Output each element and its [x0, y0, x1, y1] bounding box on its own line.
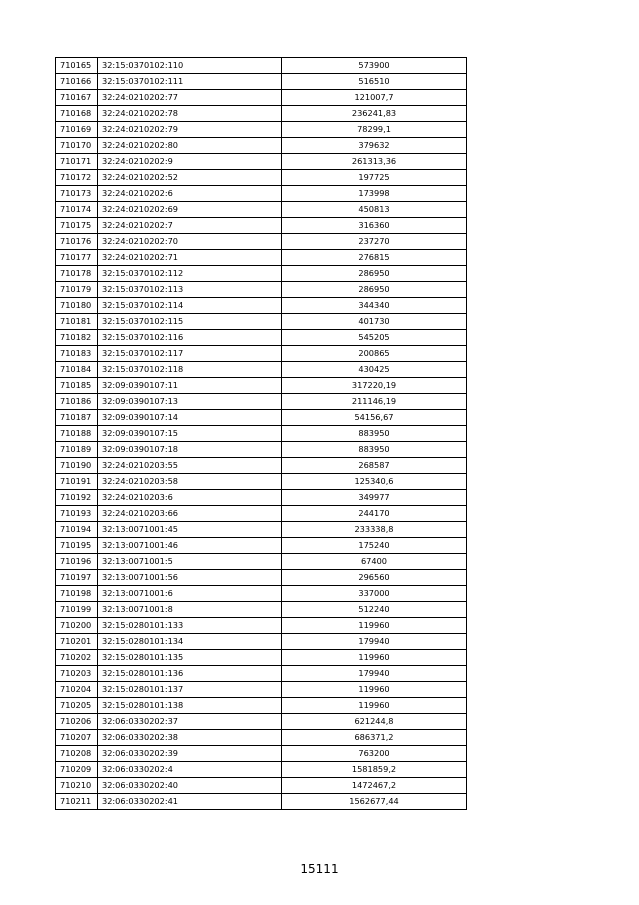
table-row [56, 506, 467, 522]
value-cell: 119960 [282, 698, 467, 714]
value-cell: 179940 [282, 666, 467, 682]
value-cell: 78299,1 [282, 122, 467, 138]
table-row [56, 138, 467, 154]
value-cell: 296560 [282, 570, 467, 586]
table-row [56, 426, 467, 442]
row-id-cell: 710167 [56, 90, 98, 106]
value-cell: 316360 [282, 218, 467, 234]
row-id-cell: 710209 [56, 762, 98, 778]
cadastral-number-cell: 32:13:0071001:56 [98, 570, 282, 586]
cadastral-number-cell: 32:24:0210202:77 [98, 90, 282, 106]
table-row [56, 618, 467, 634]
cadastral-number-cell: 32:15:0370102:115 [98, 314, 282, 330]
cadastral-number-cell: 32:24:0210202:70 [98, 234, 282, 250]
value-cell: 119960 [282, 682, 467, 698]
value-cell: 686371,2 [282, 730, 467, 746]
row-id-cell: 710166 [56, 74, 98, 90]
value-cell: 286950 [282, 282, 467, 298]
row-id-cell: 710203 [56, 666, 98, 682]
table-row [56, 682, 467, 698]
cadastral-number-cell: 32:24:0210202:7 [98, 218, 282, 234]
cadastral-number-cell: 32:15:0280101:134 [98, 634, 282, 650]
row-id-cell: 710207 [56, 730, 98, 746]
value-cell: 276815 [282, 250, 467, 266]
row-id-cell: 710205 [56, 698, 98, 714]
table-row [56, 122, 467, 138]
table-row [56, 202, 467, 218]
value-cell: 430425 [282, 362, 467, 378]
value-cell: 173998 [282, 186, 467, 202]
table-row [56, 794, 467, 810]
row-id-cell: 710184 [56, 362, 98, 378]
value-cell: 268587 [282, 458, 467, 474]
cadastral-number-cell: 32:24:0210202:6 [98, 186, 282, 202]
row-id-cell: 710204 [56, 682, 98, 698]
row-id-cell: 710169 [56, 122, 98, 138]
value-cell: 211146,19 [282, 394, 467, 410]
value-cell: 119960 [282, 650, 467, 666]
value-cell: 573900 [282, 58, 467, 74]
row-id-cell: 710198 [56, 586, 98, 602]
cadastral-number-cell: 32:15:0280101:135 [98, 650, 282, 666]
table-row [56, 474, 467, 490]
table-row [56, 282, 467, 298]
table-row [56, 378, 467, 394]
row-id-cell: 710195 [56, 538, 98, 554]
value-cell: 200865 [282, 346, 467, 362]
cadastral-number-cell: 32:24:0210202:52 [98, 170, 282, 186]
cadastral-number-cell: 32:15:0370102:110 [98, 58, 282, 74]
value-cell: 344340 [282, 298, 467, 314]
cadastral-number-cell: 32:13:0071001:5 [98, 554, 282, 570]
cadastral-number-cell: 32:13:0071001:6 [98, 586, 282, 602]
cadastral-number-cell: 32:15:0280101:137 [98, 682, 282, 698]
value-cell: 516510 [282, 74, 467, 90]
row-id-cell: 710193 [56, 506, 98, 522]
table-row [56, 650, 467, 666]
row-id-cell: 710186 [56, 394, 98, 410]
row-id-cell: 710200 [56, 618, 98, 634]
row-id-cell: 710172 [56, 170, 98, 186]
value-cell: 317220,19 [282, 378, 467, 394]
cadastral-number-cell: 32:24:0210203:6 [98, 490, 282, 506]
cadastral-number-cell: 32:15:0370102:118 [98, 362, 282, 378]
value-cell: 763200 [282, 746, 467, 762]
row-id-cell: 710178 [56, 266, 98, 282]
row-id-cell: 710201 [56, 634, 98, 650]
value-cell: 233338,8 [282, 522, 467, 538]
row-id-cell: 710173 [56, 186, 98, 202]
cadastral-number-cell: 32:13:0071001:46 [98, 538, 282, 554]
cadastral-number-cell: 32:09:0390107:13 [98, 394, 282, 410]
table-row [56, 714, 467, 730]
cadastral-number-cell: 32:24:0210202:9 [98, 154, 282, 170]
table-row [56, 730, 467, 746]
cadastral-number-cell: 32:24:0210203:58 [98, 474, 282, 490]
table-row [56, 490, 467, 506]
table-row [56, 746, 467, 762]
table-row [56, 602, 467, 618]
row-id-cell: 710202 [56, 650, 98, 666]
cadastral-number-cell: 32:06:0330202:38 [98, 730, 282, 746]
row-id-cell: 710183 [56, 346, 98, 362]
cadastral-number-cell: 32:06:0330202:41 [98, 794, 282, 810]
value-cell: 237270 [282, 234, 467, 250]
table-row [56, 58, 467, 74]
row-id-cell: 710185 [56, 378, 98, 394]
value-cell: 286950 [282, 266, 467, 282]
value-cell: 379632 [282, 138, 467, 154]
row-id-cell: 710182 [56, 330, 98, 346]
cadastral-number-cell: 32:09:0390107:14 [98, 410, 282, 426]
value-cell: 512240 [282, 602, 467, 618]
row-id-cell: 710177 [56, 250, 98, 266]
row-id-cell: 710199 [56, 602, 98, 618]
row-id-cell: 710180 [56, 298, 98, 314]
value-cell: 119960 [282, 618, 467, 634]
value-cell: 401730 [282, 314, 467, 330]
cadastral-number-cell: 32:13:0071001:45 [98, 522, 282, 538]
table-row [56, 362, 467, 378]
table-row [56, 666, 467, 682]
cadastral-number-cell: 32:15:0280101:138 [98, 698, 282, 714]
cadastral-number-cell: 32:24:0210203:66 [98, 506, 282, 522]
cadastral-number-cell: 32:15:0370102:111 [98, 74, 282, 90]
cadastral-number-cell: 32:13:0071001:8 [98, 602, 282, 618]
table-row [56, 586, 467, 602]
table-row [56, 298, 467, 314]
cadastral-number-cell: 32:15:0370102:112 [98, 266, 282, 282]
row-id-cell: 710196 [56, 554, 98, 570]
cadastral-number-cell: 32:15:0370102:116 [98, 330, 282, 346]
table-row [56, 538, 467, 554]
table-row [56, 634, 467, 650]
table-row [56, 554, 467, 570]
row-id-cell: 710191 [56, 474, 98, 490]
row-id-cell: 710206 [56, 714, 98, 730]
table-row [56, 266, 467, 282]
table-row [56, 74, 467, 90]
value-cell: 883950 [282, 426, 467, 442]
cadastral-number-cell: 32:15:0280101:136 [98, 666, 282, 682]
table-row [56, 234, 467, 250]
value-cell: 261313,36 [282, 154, 467, 170]
cadastral-number-cell: 32:09:0390107:15 [98, 426, 282, 442]
table-row [56, 698, 467, 714]
value-cell: 1472467,2 [282, 778, 467, 794]
cadastral-number-cell: 32:24:0210202:79 [98, 122, 282, 138]
value-cell: 450813 [282, 202, 467, 218]
row-id-cell: 710210 [56, 778, 98, 794]
row-id-cell: 710175 [56, 218, 98, 234]
cadastral-number-cell: 32:24:0210202:80 [98, 138, 282, 154]
row-id-cell: 710197 [56, 570, 98, 586]
cadastral-number-cell: 32:06:0330202:4 [98, 762, 282, 778]
cadastral-number-cell: 32:15:0370102:117 [98, 346, 282, 362]
value-cell: 349977 [282, 490, 467, 506]
row-id-cell: 710211 [56, 794, 98, 810]
row-id-cell: 710189 [56, 442, 98, 458]
cadastral-number-cell: 32:06:0330202:39 [98, 746, 282, 762]
row-id-cell: 710179 [56, 282, 98, 298]
table-row [56, 154, 467, 170]
row-id-cell: 710168 [56, 106, 98, 122]
value-cell: 244170 [282, 506, 467, 522]
table-row [56, 778, 467, 794]
table-row [56, 250, 467, 266]
cadastral-number-cell: 32:24:0210202:78 [98, 106, 282, 122]
data-table [55, 57, 467, 810]
value-cell: 883950 [282, 442, 467, 458]
row-id-cell: 710187 [56, 410, 98, 426]
row-id-cell: 710170 [56, 138, 98, 154]
row-id-cell: 710194 [56, 522, 98, 538]
table-row [56, 170, 467, 186]
table-row [56, 330, 467, 346]
value-cell: 125340,6 [282, 474, 467, 490]
row-id-cell: 710208 [56, 746, 98, 762]
value-cell: 236241,83 [282, 106, 467, 122]
value-cell: 54156,67 [282, 410, 467, 426]
row-id-cell: 710190 [56, 458, 98, 474]
table-row [56, 410, 467, 426]
table-row [56, 90, 467, 106]
row-id-cell: 710174 [56, 202, 98, 218]
table-row [56, 762, 467, 778]
cadastral-number-cell: 32:09:0390107:11 [98, 378, 282, 394]
value-cell: 121007,7 [282, 90, 467, 106]
table-body [56, 58, 467, 810]
table-row [56, 218, 467, 234]
cadastral-number-cell: 32:24:0210203:55 [98, 458, 282, 474]
cadastral-number-cell: 32:15:0370102:113 [98, 282, 282, 298]
cadastral-number-cell: 32:15:0370102:114 [98, 298, 282, 314]
value-cell: 175240 [282, 538, 467, 554]
row-id-cell: 710192 [56, 490, 98, 506]
row-id-cell: 710176 [56, 234, 98, 250]
value-cell: 197725 [282, 170, 467, 186]
value-cell: 337000 [282, 586, 467, 602]
page-number: 15111 [300, 862, 339, 876]
value-cell: 67400 [282, 554, 467, 570]
table-row [56, 570, 467, 586]
value-cell: 179940 [282, 634, 467, 650]
cadastral-number-cell: 32:06:0330202:40 [98, 778, 282, 794]
row-id-cell: 710188 [56, 426, 98, 442]
cadastral-number-cell: 32:09:0390107:18 [98, 442, 282, 458]
value-cell: 1562677,44 [282, 794, 467, 810]
value-cell: 621244,8 [282, 714, 467, 730]
table-row [56, 314, 467, 330]
cadastral-number-cell: 32:15:0280101:133 [98, 618, 282, 634]
table-row [56, 522, 467, 538]
table-row [56, 442, 467, 458]
table-row [56, 346, 467, 362]
row-id-cell: 710171 [56, 154, 98, 170]
value-cell: 1581859,2 [282, 762, 467, 778]
row-id-cell: 710165 [56, 58, 98, 74]
table-row [56, 186, 467, 202]
value-cell: 545205 [282, 330, 467, 346]
cadastral-number-cell: 32:24:0210202:71 [98, 250, 282, 266]
cadastral-number-cell: 32:06:0330202:37 [98, 714, 282, 730]
row-id-cell: 710181 [56, 314, 98, 330]
table-row [56, 458, 467, 474]
table-row [56, 394, 467, 410]
table-row [56, 106, 467, 122]
cadastral-number-cell: 32:24:0210202:69 [98, 202, 282, 218]
